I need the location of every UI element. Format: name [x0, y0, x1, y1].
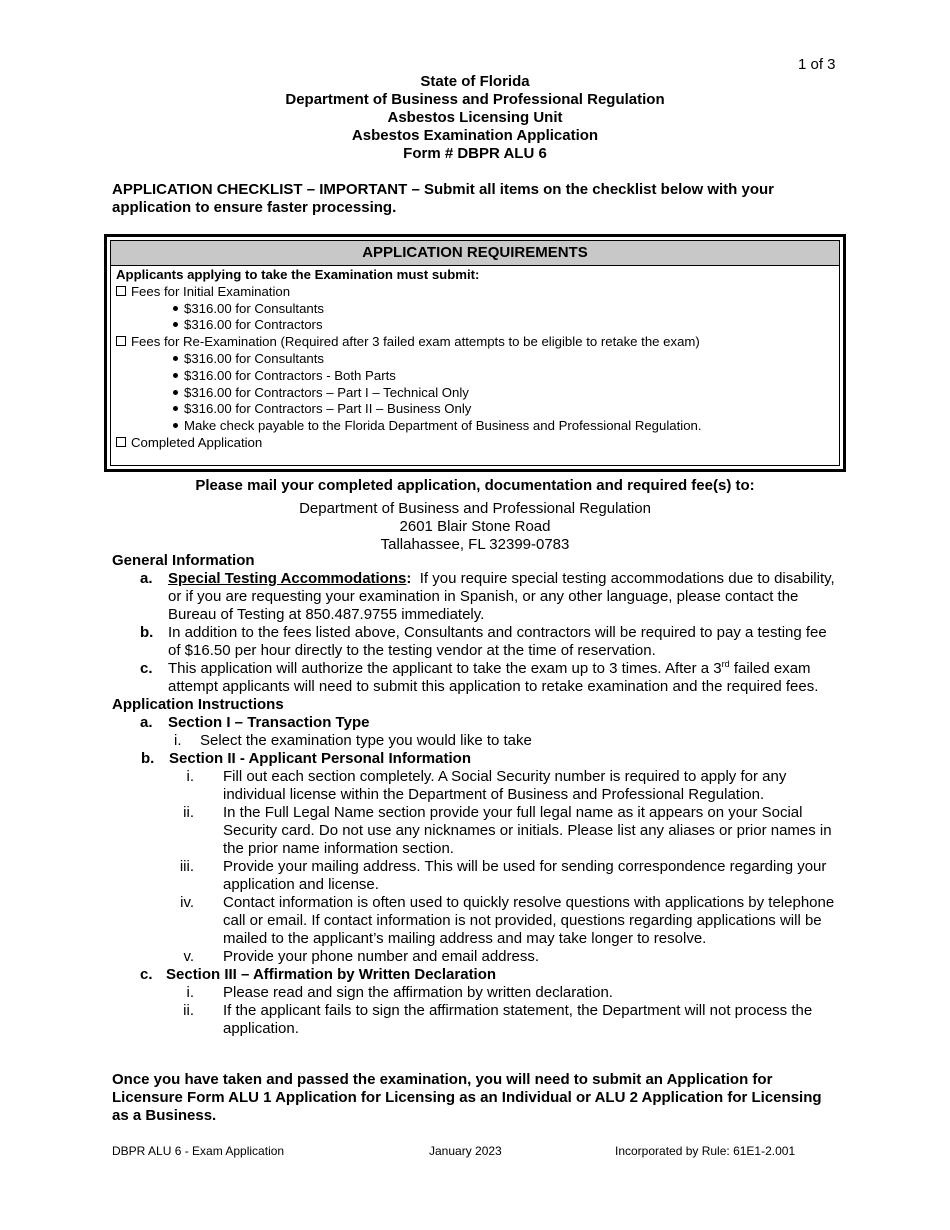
requirements-title: APPLICATION REQUIREMENTS: [111, 241, 839, 266]
header-state: State of Florida: [420, 73, 530, 90]
checklist-note: APPLICATION CHECKLIST – IMPORTANT – Submit all items on the checklist below with your application to ensure faster processing.: [112, 181, 775, 216]
section-one-item: i. Select the examination type you would like to take: [174, 732, 532, 749]
completed-application-item: Completed Application: [116, 435, 834, 452]
mailing-section: [0, 477, 950, 554]
header-form-number: Form # DBPR ALU 6: [403, 145, 547, 162]
bullet-icon: [173, 423, 178, 428]
general-item-c: c. This application will authorize the applicant to take the exam up to 3 times. After a 3rd failed exam attempt applicants will need to submit this application to retake examination and the required fees.: [140, 659, 819, 695]
bullet-icon: [173, 390, 178, 395]
requirements-box: [104, 234, 846, 472]
list-item: i. Please read and sign the affirmation by written declaration.: [186, 984, 613, 1001]
section-one: a. Section I – Transaction Type: [140, 714, 370, 731]
list-item: i. Fill out each section completely. A Social Security number is required to apply for any individual license within the Department of Business and Professional Regulation.: [186, 768, 787, 803]
bullet-icon: [173, 373, 178, 378]
list-item: $316.00 for Consultants: [116, 351, 834, 368]
list-item: iv. Contact information is often used to quickly resolve questions with applications by telephone call or email. If contact information is not provided, questions regarding applications will be mailed to the applicant’s mailing address and may take longer to resolve.: [180, 894, 835, 947]
address-line: Department of Business and Professional Regulation: [299, 500, 651, 517]
checkbox-icon: [116, 437, 126, 447]
header-department: Department of Business and Professional Regulation: [285, 91, 665, 108]
list-item: ii. In the Full Legal Name section provide your full legal name as it appears on your Social Security card. Do not use any nicknames or initials. Please list any aliases or prior names in the prior name information section.: [183, 804, 832, 857]
address-line: Tallahassee, FL 32399-0783: [380, 536, 570, 553]
initial-fees-item: Fees for Initial Examination: [116, 284, 834, 301]
header-form-title: Asbestos Examination Application: [351, 127, 599, 144]
bullet-icon: [173, 322, 178, 327]
list-item: $316.00 for Contractors - Both Parts: [116, 368, 834, 385]
mail-instruction: Please mail your completed application, documentation and required fee(s) to:: [195, 477, 755, 494]
closing-note: Once you have taken and passed the examination, you will need to submit an Application for Licensure Form ALU 1 Application for Licensing as an Individual or ALU 2 Application for Licensing as a Business.: [112, 1071, 822, 1124]
special-accommodations-title: Special Testing Accommodations: [168, 570, 407, 587]
check-payable-note: Make check payable to the Florida Department of Business and Professional Regulation.: [116, 418, 834, 435]
general-heading: General Information: [112, 552, 255, 569]
bullet-icon: [173, 306, 178, 311]
list-item: iii. Provide your mailing address. This will be used for sending correspondence regarding your application and license.: [179, 858, 827, 893]
page-number: 1 of 3: [798, 56, 836, 73]
checkbox-icon: [116, 286, 126, 296]
list-item: ii. If the applicant fails to sign the affirmation statement, the Department will not process the application.: [183, 1002, 813, 1037]
list-item: $316.00 for Contractors: [116, 317, 834, 334]
footer-rule: Incorporated by Rule: 61E1-2.001: [615, 1144, 796, 1158]
instructions-heading: Application Instructions: [112, 696, 284, 713]
footer-form-name: DBPR ALU 6 - Exam Application: [112, 1144, 285, 1158]
footer-date: January 2023: [429, 1144, 502, 1158]
section-two: b. Section II - Applicant Personal Information: [141, 750, 471, 767]
list-item: $316.00 for Consultants: [116, 301, 834, 318]
header-unit: Asbestos Licensing Unit: [387, 109, 563, 126]
reexam-fees-item: Fees for Re-Examination (Required after 3 failed exam attempts to be eligible to retake the exam): [116, 334, 834, 351]
form-header: [0, 73, 950, 163]
requirements-intro: Applicants applying to take the Examination must submit:: [116, 267, 480, 282]
list-item: v. Provide your phone number and email address.: [183, 948, 540, 965]
general-item-a: a. Special Testing Accommodations: If you require special testing accommodations due to disability, or if you are requesting your examination in Spanish, or any other language, please contact the Bureau of Testing at 850.487.9755 immediately.: [140, 570, 835, 623]
list-item: $316.00 for Contractors – Part I – Technical Only: [116, 385, 834, 402]
bullet-icon: [173, 406, 178, 411]
address-line: 2601 Blair Stone Road: [399, 518, 551, 535]
general-item-b: b. In addition to the fees listed above, Consultants and contractors will be required to pay a testing fee of $16.50 per hour directly to the testing vendor at the time of reservation.: [140, 624, 827, 659]
checkbox-icon: [116, 336, 126, 346]
list-item: $316.00 for Contractors – Part II – Business Only: [116, 401, 834, 418]
instructions-body: [112, 552, 842, 1038]
section-three: c. Section III – Affirmation by Written Declaration: [140, 966, 497, 983]
bullet-icon: [173, 356, 178, 361]
